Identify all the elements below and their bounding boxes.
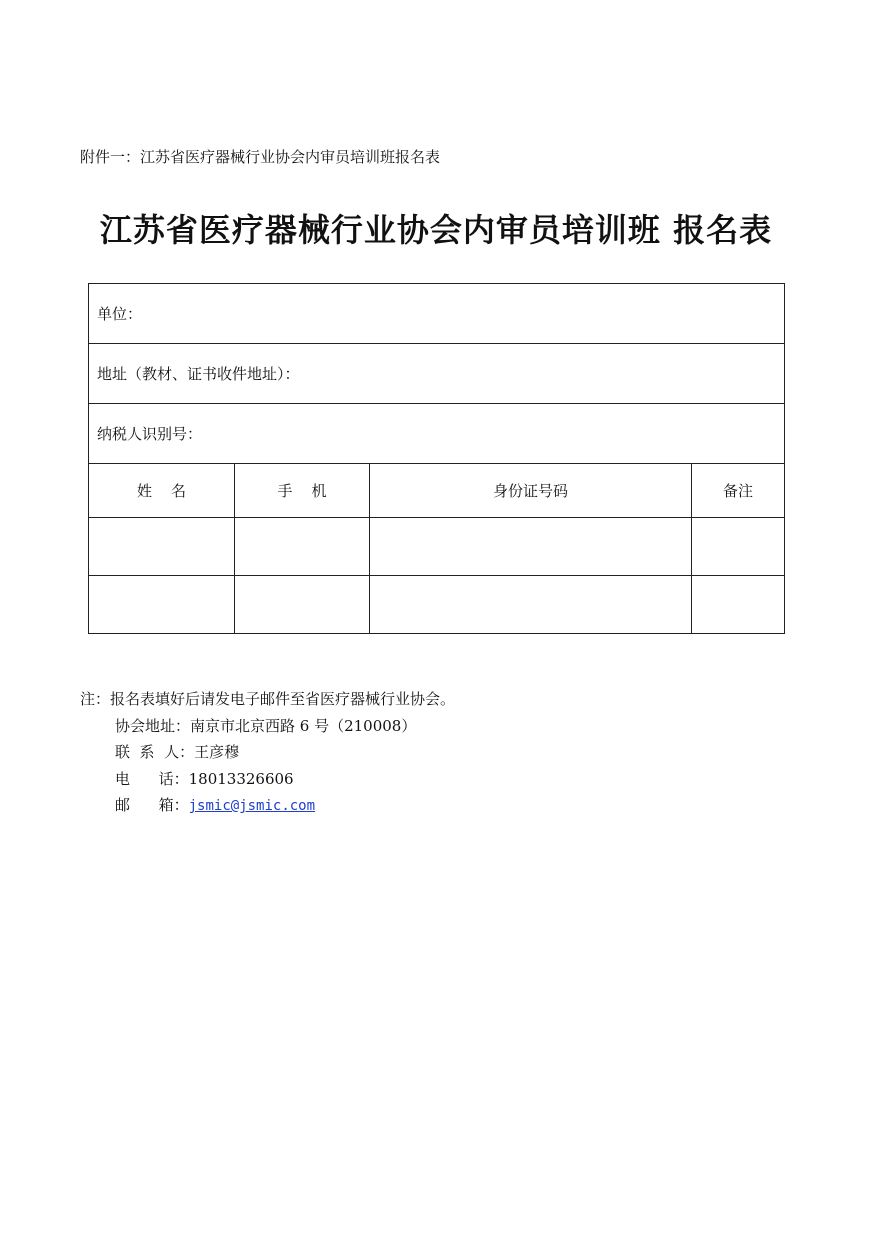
address-label: 地址（教材、证书收件地址）： — [97, 365, 300, 383]
tax-id-row — [89, 404, 785, 464]
address-row — [89, 344, 785, 404]
unit-row — [89, 284, 785, 344]
note-address: 协会地址：南京市北京西路 6 号（210008） — [115, 716, 417, 735]
document-title: 江苏省医疗器械行业协会内审员培训班 报名表 — [99, 211, 773, 249]
table-row — [89, 576, 785, 634]
mobile-cell[interactable] — [235, 518, 370, 576]
name-cell[interactable] — [89, 518, 235, 576]
table-header-row — [89, 464, 785, 518]
address-field[interactable] — [89, 344, 785, 404]
header-name: 姓 名 — [89, 464, 235, 518]
note-email — [80, 792, 455, 820]
note-contact: 联 系 人：王彦穆 — [115, 743, 240, 761]
note-intro: 注：报名表填好后请发电子邮件至省医疗器械行业协会。 — [80, 690, 456, 708]
header-remarks: 备注 — [692, 464, 785, 518]
note-phone: 电 话：18013326606 — [115, 769, 294, 788]
remarks-cell[interactable] — [692, 576, 785, 634]
table-row — [89, 518, 785, 576]
email-label: 邮 箱： — [115, 796, 189, 814]
tax-id-field[interactable] — [89, 404, 785, 464]
remarks-cell[interactable] — [692, 518, 785, 576]
unit-label: 单位： — [97, 305, 143, 323]
email-link[interactable]: jsmic@jsmic.com — [188, 798, 316, 814]
notes-section — [80, 686, 455, 820]
registration-form-table — [88, 283, 785, 634]
header-id-number: 身份证号码 — [370, 464, 692, 518]
id-number-cell[interactable] — [370, 518, 692, 576]
unit-field[interactable] — [89, 284, 785, 344]
mobile-cell[interactable] — [235, 576, 370, 634]
name-cell[interactable] — [89, 576, 235, 634]
id-number-cell[interactable] — [370, 576, 692, 634]
attachment-caption: 附件一：江苏省医疗器械行业协会内审员培训班报名表 — [80, 148, 441, 166]
tax-id-label: 纳税人识别号： — [97, 425, 203, 443]
header-mobile: 手 机 — [235, 464, 370, 518]
